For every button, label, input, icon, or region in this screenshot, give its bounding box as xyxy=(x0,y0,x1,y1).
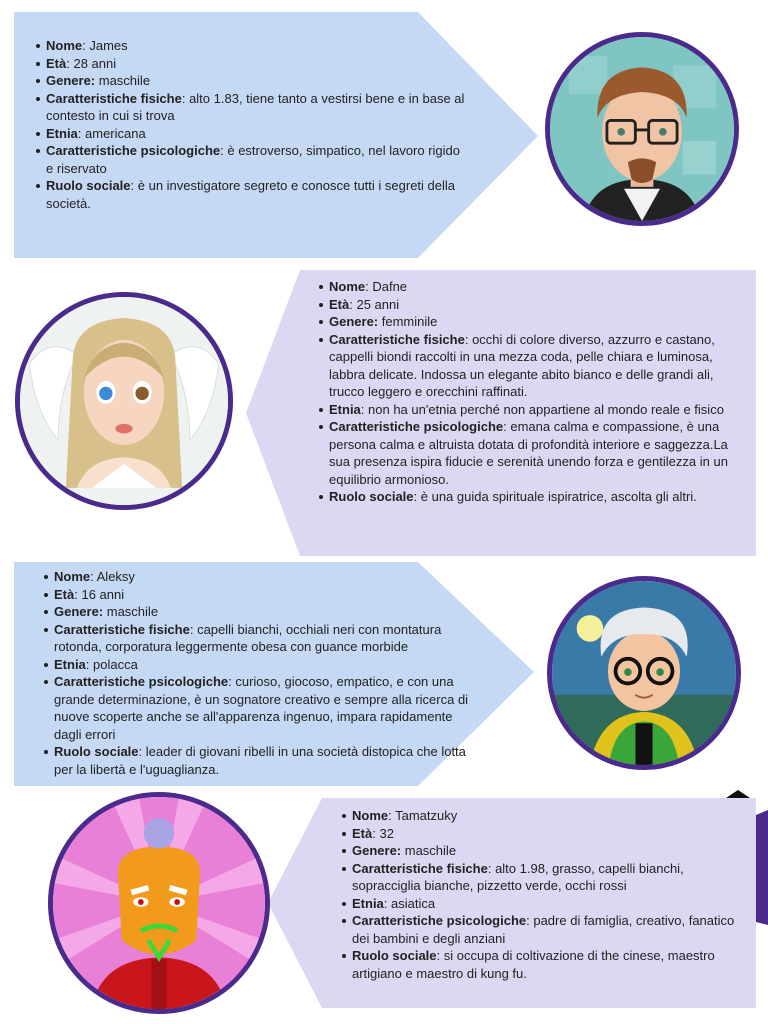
label: Genere: xyxy=(46,73,96,88)
label: Caratteristiche psicologiche xyxy=(329,419,504,434)
value: : è una guida spirituale ispiratrice, ascolta gli altri. xyxy=(413,489,697,504)
attr-age xyxy=(319,296,747,314)
label: Ruolo sociale xyxy=(352,948,437,963)
value: : curioso, giocoso, empatico, e con una grande determinazione, è un sognatore creativo e sempre alla ricerca di nuove scoperte anche se all'apparenza ingenuo, impara rapidamente dagli errori xyxy=(54,674,469,742)
attr-physical xyxy=(36,90,466,125)
label: Età xyxy=(352,825,373,841)
attr-age xyxy=(44,586,472,604)
value: : alto 1.98, grasso, capelli bianchi, sopracciglia bianche, pizzetto verde, occhi rossi xyxy=(352,860,684,893)
value: : padre di famiglia, creativo, fanatico dei bambini e degli anziani xyxy=(352,913,735,946)
value: : leader di giovani ribelli in una società distopica che lotta per la libertà e l'uguaglianza. xyxy=(54,744,466,777)
value: : capelli bianchi, occhiali neri con montatura rotonda, corporatura leggermente obesa con guance morbide xyxy=(54,621,442,654)
label: Ruolo sociale xyxy=(329,489,414,504)
label: Età xyxy=(329,296,350,312)
attr-ethnicity xyxy=(319,401,747,419)
attr-ethnicity xyxy=(44,656,472,674)
character-card-tamatzuky xyxy=(0,790,768,1024)
boy-portrait-icon xyxy=(552,581,736,765)
avatar-tamatzuky xyxy=(48,792,270,1014)
value: : è estroverso, simpatico, nel lavoro rigido e riservato xyxy=(46,143,461,176)
attr-name xyxy=(36,37,466,55)
label: Genere: xyxy=(329,314,379,329)
value: : Dafne xyxy=(365,279,408,294)
value: : 25 anni xyxy=(349,296,400,312)
label: Caratteristiche psicologiche xyxy=(46,143,221,158)
label: Caratteristiche fisiche xyxy=(329,331,465,347)
attr-psych xyxy=(44,673,472,743)
value: : 28 anni xyxy=(66,55,117,71)
label: Etnia xyxy=(352,895,384,911)
label: Caratteristiche psicologiche xyxy=(54,674,229,689)
attribute-list xyxy=(307,278,747,506)
character-card-aleksy xyxy=(0,560,768,790)
value: : James xyxy=(82,38,128,53)
attr-name xyxy=(342,807,746,825)
value: femminile xyxy=(378,314,438,329)
avatar-dafne xyxy=(15,292,233,510)
value: : asiatica xyxy=(383,895,436,911)
label: Genere: xyxy=(54,604,104,619)
value: : emana calma e compassione, è una persona calma e altruista dotata di profondità interiore e saggezza.La sua presenza ispira fiducie e serenità unendo forza e gentilezza in un equilibrio armonioso. xyxy=(329,419,728,487)
label: Ruolo sociale xyxy=(54,744,139,759)
value: : non ha un'etnia perché non appartiene al mondo reale e fisico xyxy=(360,401,724,417)
man-portrait-icon xyxy=(550,37,734,221)
angel-portrait-icon xyxy=(20,297,228,505)
attr-age xyxy=(342,825,746,843)
label: Etnia xyxy=(54,656,86,672)
attr-psych xyxy=(36,142,466,177)
label: Nome xyxy=(352,808,389,823)
value: : Aleksy xyxy=(90,569,135,584)
label: Etnia xyxy=(46,125,78,141)
attr-role xyxy=(342,947,746,982)
attr-name xyxy=(319,278,747,296)
attr-ethnicity xyxy=(36,125,466,143)
value: : si occupa di coltivazione di the cinese, maestro artigiano e maestro di kung fu. xyxy=(352,948,715,981)
label: Caratteristiche fisiche xyxy=(54,621,190,637)
label: Nome xyxy=(329,279,366,294)
value: : 32 xyxy=(372,825,394,841)
label: Ruolo sociale xyxy=(46,178,131,193)
attr-gender xyxy=(44,603,472,621)
attr-physical xyxy=(44,621,472,656)
label: Età xyxy=(54,586,75,602)
attr-gender xyxy=(319,313,747,331)
kungfu-master-portrait-icon xyxy=(53,797,265,1009)
label: Nome xyxy=(46,38,83,53)
attribute-list xyxy=(32,568,472,778)
attr-ethnicity xyxy=(342,895,746,913)
attr-psych xyxy=(342,912,746,947)
label: Genere: xyxy=(352,843,402,858)
value: : occhi di colore diverso, azzurro e castano, cappelli biondi raccolti in una mezza coda, pelle chiara e luminosa, labbra delicate. Indossa un elegante abito bianco e delle grandi ali, trucco leggero e orecchini raffinati. xyxy=(329,331,715,399)
value: : Tamatzuky xyxy=(388,808,458,823)
value: maschile xyxy=(103,604,159,619)
label: Nome xyxy=(54,569,91,584)
avatar-james xyxy=(545,32,739,226)
label: Caratteristiche fisiche xyxy=(46,90,182,106)
value: : americana xyxy=(77,125,146,141)
attr-gender xyxy=(36,72,466,90)
value: : è un investigatore segreto e conosce tutti i segreti della società. xyxy=(46,178,455,211)
label: Caratteristiche fisiche xyxy=(352,860,488,876)
attr-physical xyxy=(319,331,747,401)
attribute-list xyxy=(330,807,746,982)
label: Etnia xyxy=(329,401,361,417)
value: : 16 anni xyxy=(74,586,125,602)
attr-role xyxy=(44,743,472,778)
attr-age xyxy=(36,55,466,73)
value: maschile xyxy=(401,843,457,858)
label: Età xyxy=(46,55,67,71)
value: : polacca xyxy=(85,656,138,672)
label: Caratteristiche psicologiche xyxy=(352,913,527,928)
character-card-james xyxy=(0,0,768,260)
attr-psych xyxy=(319,418,747,488)
attr-name xyxy=(44,568,472,586)
avatar-aleksy xyxy=(547,576,741,770)
value: maschile xyxy=(95,73,151,88)
attr-role xyxy=(36,177,466,212)
attr-gender xyxy=(342,842,746,860)
attr-physical xyxy=(342,860,746,895)
attr-role xyxy=(319,488,747,506)
value: : alto 1.83, tiene tanto a vestirsi bene e in base al contesto in cui si trova xyxy=(46,90,465,123)
character-card-dafne xyxy=(0,268,768,558)
attribute-list xyxy=(24,37,466,212)
